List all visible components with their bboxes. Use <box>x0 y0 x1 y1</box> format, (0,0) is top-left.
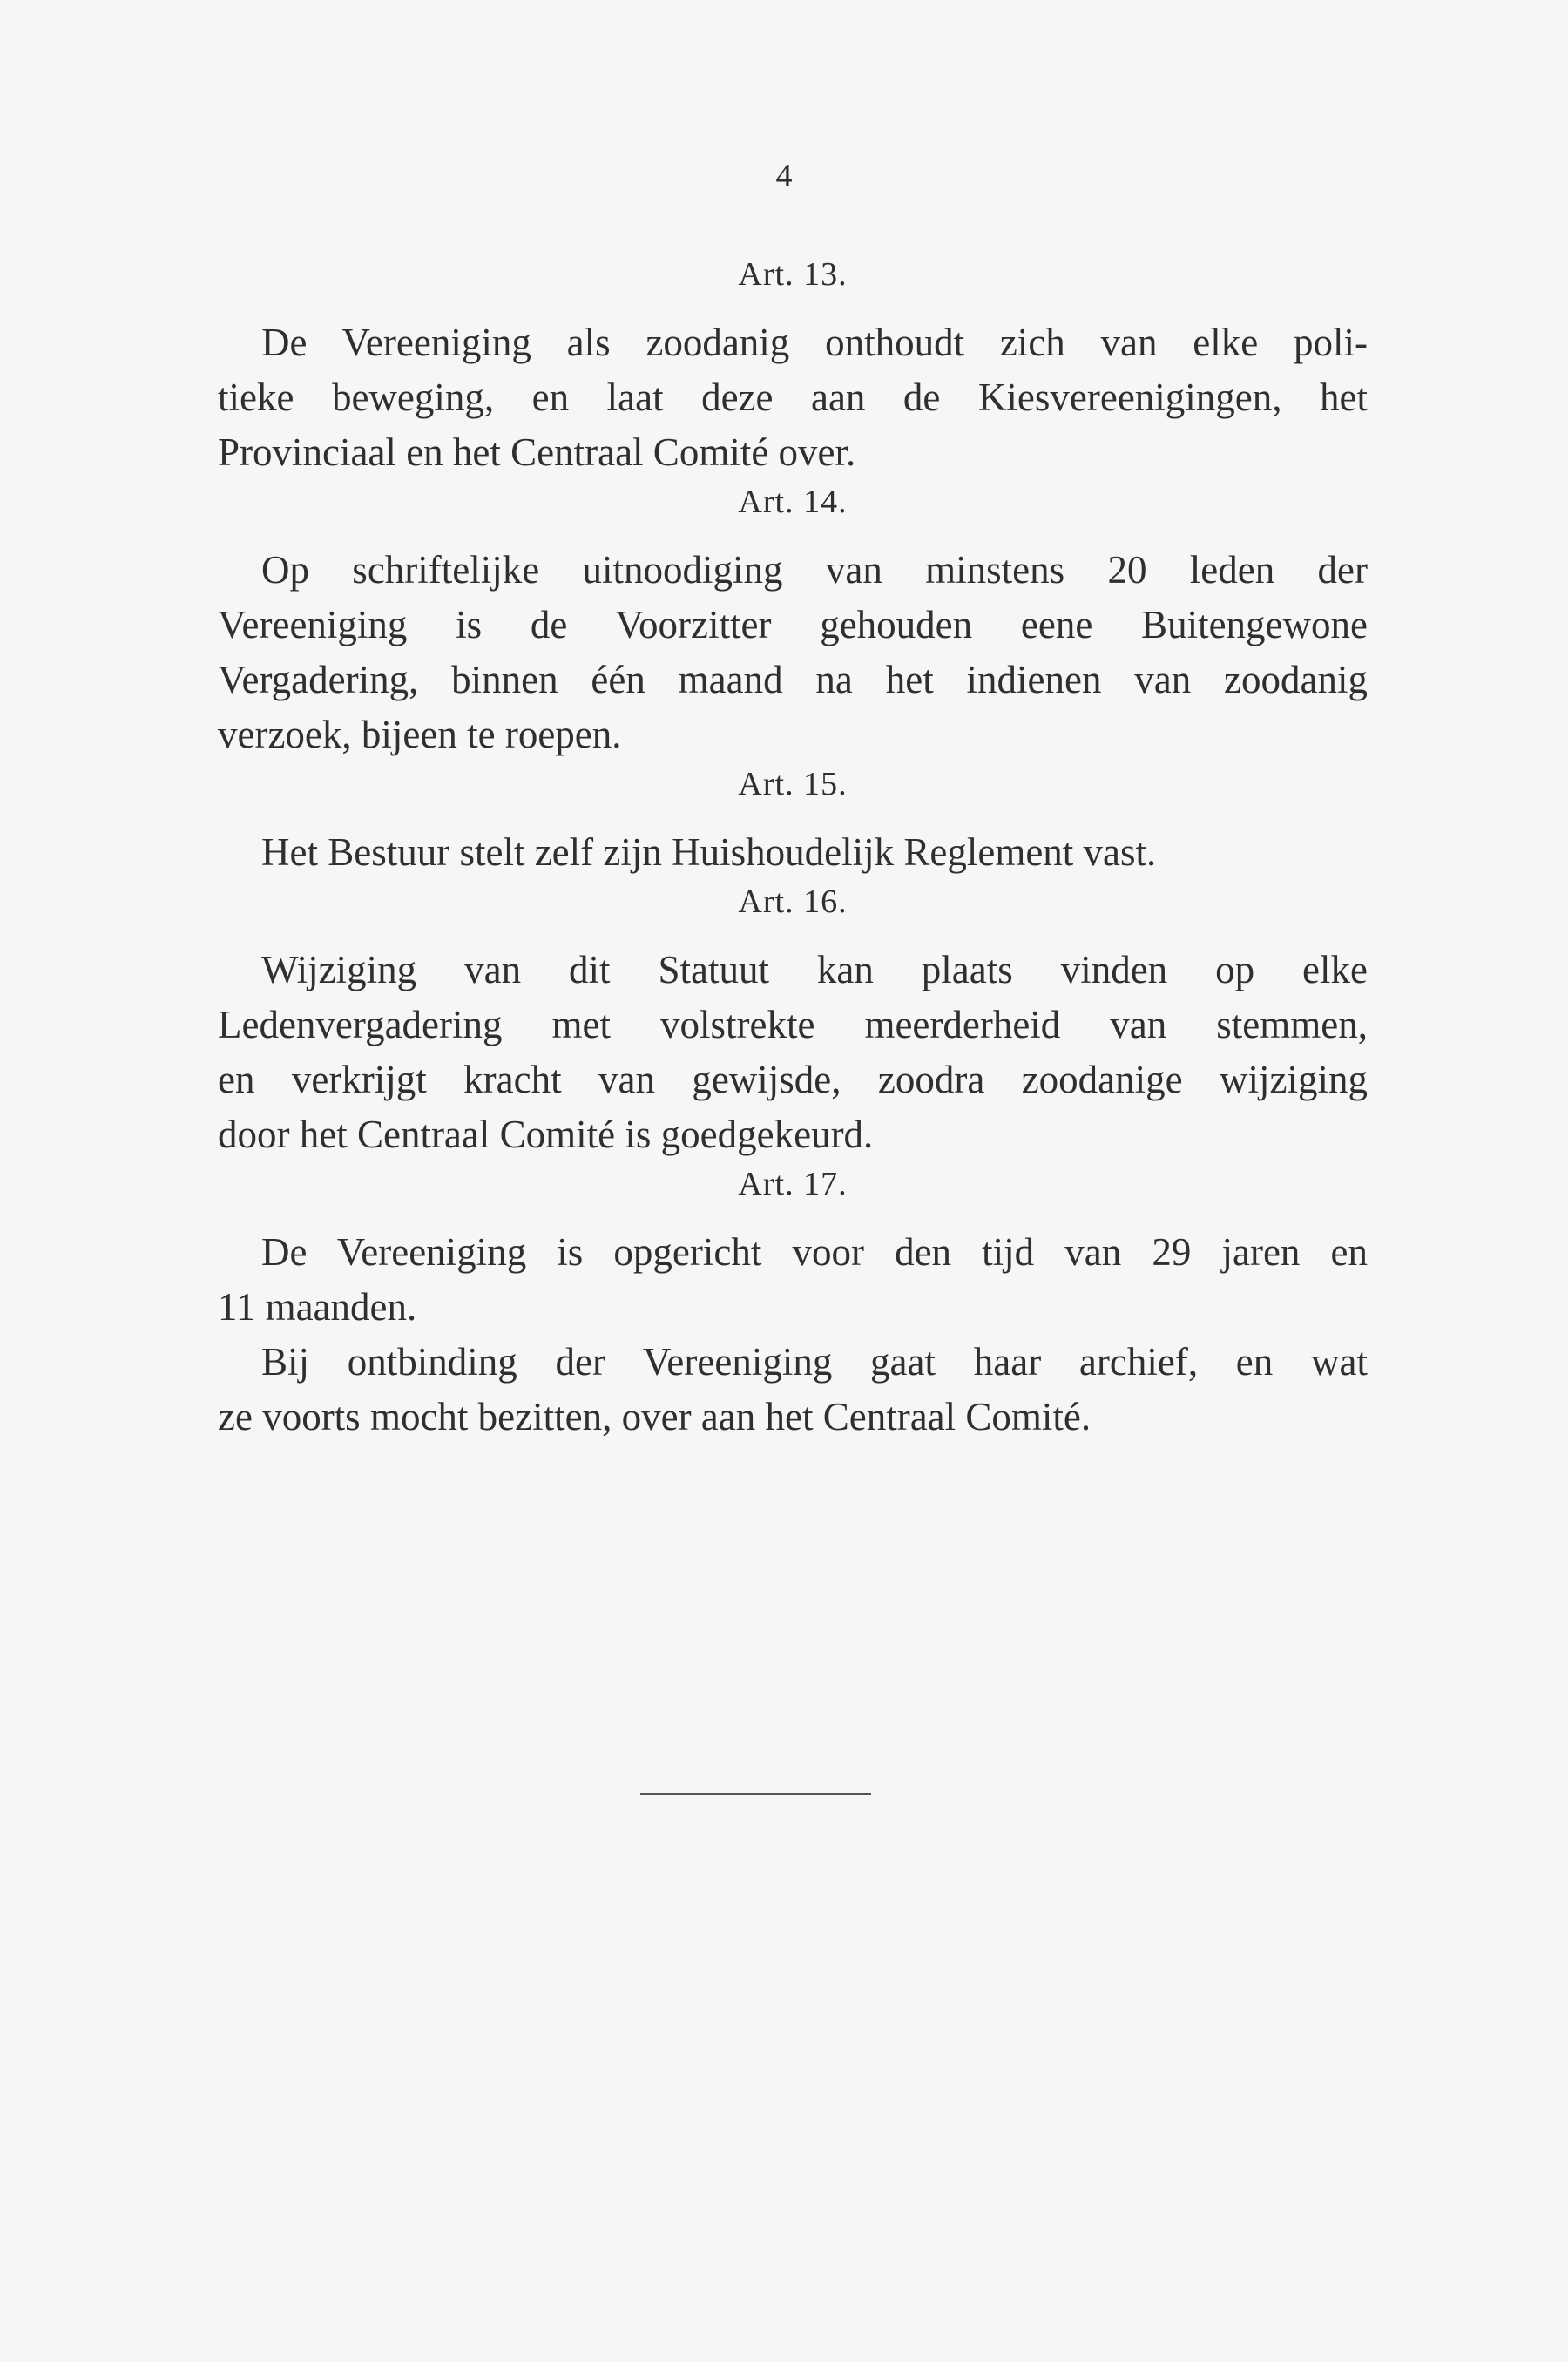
text-line: verzoek, bijeen te roepen. <box>218 713 622 756</box>
article-paragraph <box>218 543 1368 762</box>
article-paragraph <box>218 943 1368 1162</box>
text-line: Vereeniging is de Voorzitter gehouden eene Buitengewone <box>218 603 1368 646</box>
text-line: Bij ontbinding der Vereeniging gaat haar archief, en wat <box>261 1340 1368 1384</box>
text-line: ze voorts mocht bezitten, over aan het Centraal Comité. <box>218 1395 1092 1438</box>
text-line: tieke beweging, en laat deze aan de Kiesvereenigingen, het <box>218 376 1368 419</box>
page-number: 4 <box>775 158 793 194</box>
text-line: De Vereeniging als zoodanig onthoudt zich van elke poli- <box>261 321 1368 364</box>
text-line: Provinciaal en het Centraal Comité over. <box>218 430 856 474</box>
article-paragraph <box>218 1225 1368 1335</box>
article-heading: Art. 16. <box>738 883 848 920</box>
article-15 <box>218 762 1368 880</box>
text-line: Op schriftelijke uitnoodiging van minstens 20 leden der <box>261 548 1368 592</box>
text-line: en verkrijgt kracht van gewijsde, zoodra zoodanige wijziging <box>218 1058 1368 1101</box>
article-paragraph <box>218 1335 1368 1445</box>
text-line: 11 maanden. <box>218 1285 417 1329</box>
article-16 <box>218 880 1368 1162</box>
article-heading: Art. 13. <box>738 256 848 293</box>
article-17 <box>218 1162 1368 1445</box>
article-paragraph <box>218 825 1368 880</box>
article-heading: Art. 17. <box>738 1166 848 1202</box>
text-line: Wijziging van dit Statuut kan plaats vinden op elke <box>261 948 1368 991</box>
article-13 <box>218 253 1368 480</box>
article-heading: Art. 14. <box>738 484 848 520</box>
text-line: Vergadering, binnen één maand na het indienen van zoodanig <box>218 658 1368 701</box>
statute-text <box>218 253 1368 1445</box>
text-line: Ledenvergadering met volstrekte meerderheid van stemmen, <box>218 1003 1368 1046</box>
article-14 <box>218 480 1368 762</box>
article-paragraph <box>218 315 1368 480</box>
text-line: De Vereeniging is opgericht voor den tijd van 29 jaren en <box>261 1230 1368 1274</box>
text-line: door het Centraal Comité is goedgekeurd. <box>218 1113 874 1156</box>
article-heading: Art. 15. <box>738 766 848 802</box>
text-line: Het Bestuur stelt zelf zijn Huishoudelijk Reglement vast. <box>261 830 1157 874</box>
closing-rule <box>640 1793 871 1795</box>
